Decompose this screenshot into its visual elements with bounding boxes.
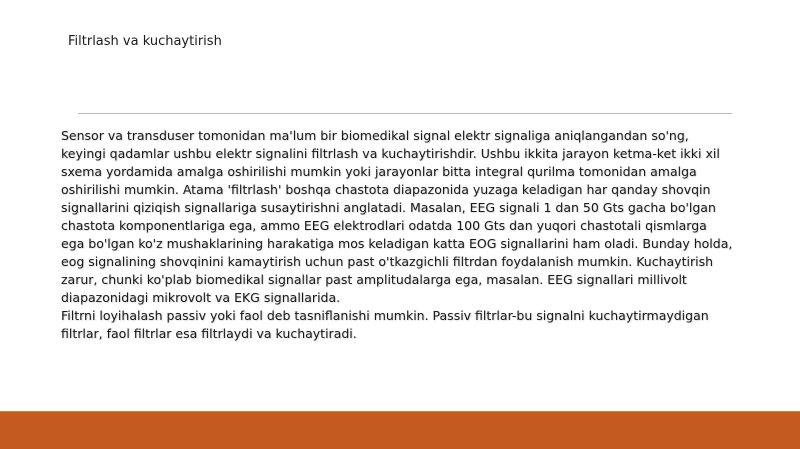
slide-body: [61, 127, 733, 343]
body-paragraph-1: Sensor va transduser tomonidan ma'lum bir biomedikal signal elektr signaliga aniqlangandan so'ng, keyingi qadamlar ushbu elektr signalini filtrlash va kuchaytirishdir. Ushbu ikkita jarayon ketma-ket ikki xil sxema yordamida amalga oshirilishi mumkin yoki jarayonlar bitta integral qurilma tomonidan amalga oshirilishi mumkin. Atama 'filtrlash' boshqa chastota diapazonida yuzaga keladigan har qanday shovqin signallarini qiziqish signallariga susaytirishni anglatadi. Masalan, EEG signali 1 dan 50 Gts gacha bo'lgan chastota komponentlariga ega, ammo EEG elektrodlari odatda 100 Gts dan yuqori chastotali qismlarga ega bo'lgan ko'z mushaklarining harakatiga mos keladigan katta EOG signallarini ham oladi. Bunday holda, eog signalining shovqinini kamaytirish uchun past o'tkazgichli filtrdan foydalanish mumkin. Kuchaytirish zarur, chunki ko'plab biomedikal signallar past amplitudalarga ega, masalan. EEG signallari millivolt diapazonidagi mikrovolt va EKG signallarida.: [61, 128, 733, 305]
title-divider: [78, 113, 732, 114]
body-paragraph-2: Filtrni loyihalash passiv yoki faol deb tasniflanishi mumkin. Passiv filtrlar-bu signalni kuchaytirmaydigan filtrlar, faol filtrlar esa filtrlaydi va kuchaytiradi.: [61, 308, 709, 341]
footer-bar: [0, 412, 800, 449]
slide-title: Filtrlash va kuchaytirish: [68, 34, 222, 49]
